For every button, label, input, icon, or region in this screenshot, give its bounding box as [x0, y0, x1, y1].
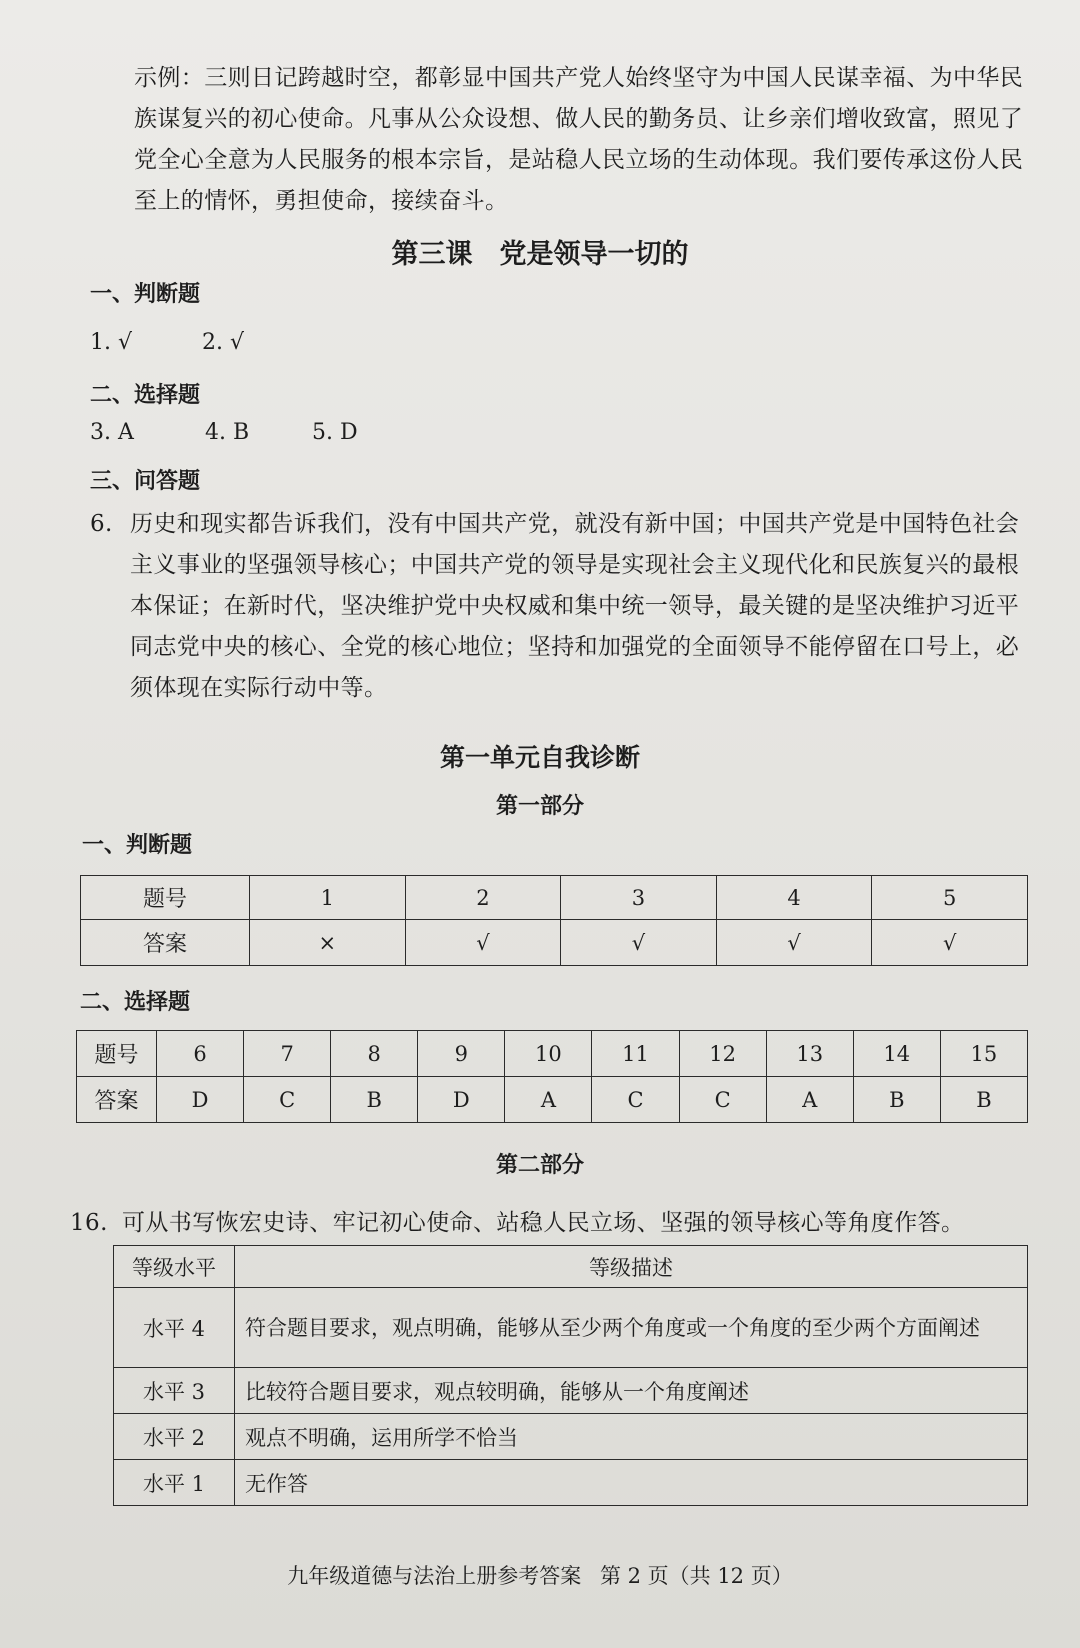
row-label: 答案 — [77, 1077, 157, 1123]
question-number: 6. — [90, 511, 113, 537]
table-row — [81, 876, 1028, 920]
judge-answer-1: 1. √ — [90, 330, 133, 355]
table-row — [114, 1368, 1028, 1414]
row-label: 题号 — [81, 876, 250, 920]
intro-paragraph: 示例：三则日记跨越时空，都彰显中国共产党人始终坚守为中国人民谋幸福、为中华民族谋复兴的初心使命。凡事从公众设想、做人民的勤务员、让乡亲们增收致富，照见了党全心全意为人民服务的根本宗旨，是站稳人民立场的生动体现。我们要传承这份人民至上的情怀，勇担使命，接续奋斗。 — [134, 65, 1024, 214]
cell-number: 7 — [244, 1031, 331, 1077]
page-footer — [0, 1560, 1080, 1590]
table-row — [81, 920, 1028, 966]
lesson3-judge-heading: 一、判断题 — [90, 282, 201, 307]
qa-answer-text: 历史和现实都告诉我们，没有中国共产党，就没有新中国；中国共产党是中国特色社会主义事业的坚强领导核心；中国共产党的领导是实现社会主义现代化和民族复兴的最根本保证；在新时代，坚决维护党中央权威和集中统一领导，最关键的是坚决维护习近平同志党中央的核心、全党的核心地位；坚持和加强党的全面领导不能停留在口号上，必须体现在实际行动中等。 — [130, 511, 1020, 701]
lesson3-qa-heading: 三、问答题 — [90, 469, 201, 494]
lesson3-choice-heading: 二、选择题 — [90, 383, 201, 408]
cell-answer: C — [592, 1077, 679, 1123]
cell-number: 11 — [592, 1031, 679, 1077]
cell-number: 13 — [766, 1031, 853, 1077]
level-cell: 水平 1 — [114, 1460, 235, 1506]
cell-answer: A — [505, 1077, 592, 1123]
judge-answer-2: 2. √ — [202, 330, 245, 355]
cell-number: 15 — [940, 1031, 1027, 1077]
part1-judge-heading: 一、判断题 — [82, 833, 193, 858]
cell-answer: A — [766, 1077, 853, 1123]
description-cell: 观点不明确，运用所学不恰当 — [235, 1414, 1028, 1460]
page-number: 第 2 页（共 12 页） — [599, 1564, 793, 1588]
table-row — [114, 1246, 1028, 1288]
choice-answer-5: 5. D — [312, 420, 358, 445]
table-row — [114, 1288, 1028, 1368]
cell-answer: √ — [405, 920, 561, 966]
cell-number: 1 — [250, 876, 406, 920]
choice-answer-3: 3. A — [90, 420, 134, 445]
table-row — [114, 1414, 1028, 1460]
book-title: 九年级道德与法治上册参考答案 — [287, 1564, 582, 1588]
cell-number: 4 — [716, 876, 872, 920]
cell-number: 8 — [331, 1031, 418, 1077]
cell-number: 12 — [679, 1031, 766, 1077]
cell-answer: D — [418, 1077, 505, 1123]
cell-number: 6 — [157, 1031, 244, 1077]
part1-choice-heading: 二、选择题 — [80, 990, 191, 1015]
unit1-title: 第一单元自我诊断 — [439, 743, 640, 772]
question-16-text: 可从书写恢宏史诗、牢记初心使命、站稳人民立场、坚强的领导核心等角度作答。 — [122, 1210, 965, 1236]
cell-answer: √ — [872, 920, 1028, 966]
row-label: 答案 — [81, 920, 250, 966]
cell-answer: C — [679, 1077, 766, 1123]
table-row — [77, 1077, 1028, 1123]
cell-answer: √ — [716, 920, 872, 966]
cell-answer: D — [157, 1077, 244, 1123]
level-cell: 水平 2 — [114, 1414, 235, 1460]
cell-answer: × — [250, 920, 406, 966]
lesson3-judge-answers — [90, 330, 244, 355]
description-cell: 符合题目要求，观点明确，能够从至少两个角度或一个角度的至少两个方面阐述 — [235, 1288, 1028, 1368]
grading-levels-table — [113, 1245, 1028, 1506]
question-16 — [70, 1203, 1032, 1244]
part1-title: 第一部分 — [495, 794, 584, 819]
level-cell: 水平 3 — [114, 1368, 235, 1414]
cell-answer: √ — [561, 920, 717, 966]
choice-answer-table — [76, 1030, 1028, 1123]
description-header: 等级描述 — [235, 1246, 1028, 1288]
cell-answer: C — [244, 1077, 331, 1123]
cell-number: 5 — [872, 876, 1028, 920]
description-cell: 无作答 — [235, 1460, 1028, 1506]
description-cell: 比较符合题目要求，观点较明确，能够从一个角度阐述 — [235, 1368, 1028, 1414]
cell-number: 9 — [418, 1031, 505, 1077]
choice-answer-4: 4. B — [205, 420, 250, 445]
question-number: 16. — [70, 1210, 108, 1236]
level-header: 等级水平 — [114, 1246, 235, 1288]
table-row — [77, 1031, 1028, 1077]
cell-answer: B — [940, 1077, 1027, 1123]
cell-number: 2 — [405, 876, 561, 920]
part2-title: 第二部分 — [495, 1153, 584, 1178]
lesson3-choice-answers — [90, 420, 358, 445]
table-row — [114, 1460, 1028, 1506]
lesson3-qa-answer — [90, 504, 1030, 709]
cell-answer: B — [853, 1077, 940, 1123]
row-label: 题号 — [77, 1031, 157, 1077]
cell-number: 3 — [561, 876, 717, 920]
cell-number: 10 — [505, 1031, 592, 1077]
level-cell: 水平 4 — [114, 1288, 235, 1368]
cell-number: 14 — [853, 1031, 940, 1077]
cell-answer: B — [331, 1077, 418, 1123]
lesson3-title: 第三课 党是领导一切的 — [391, 239, 689, 270]
judge-answer-table — [80, 875, 1028, 966]
